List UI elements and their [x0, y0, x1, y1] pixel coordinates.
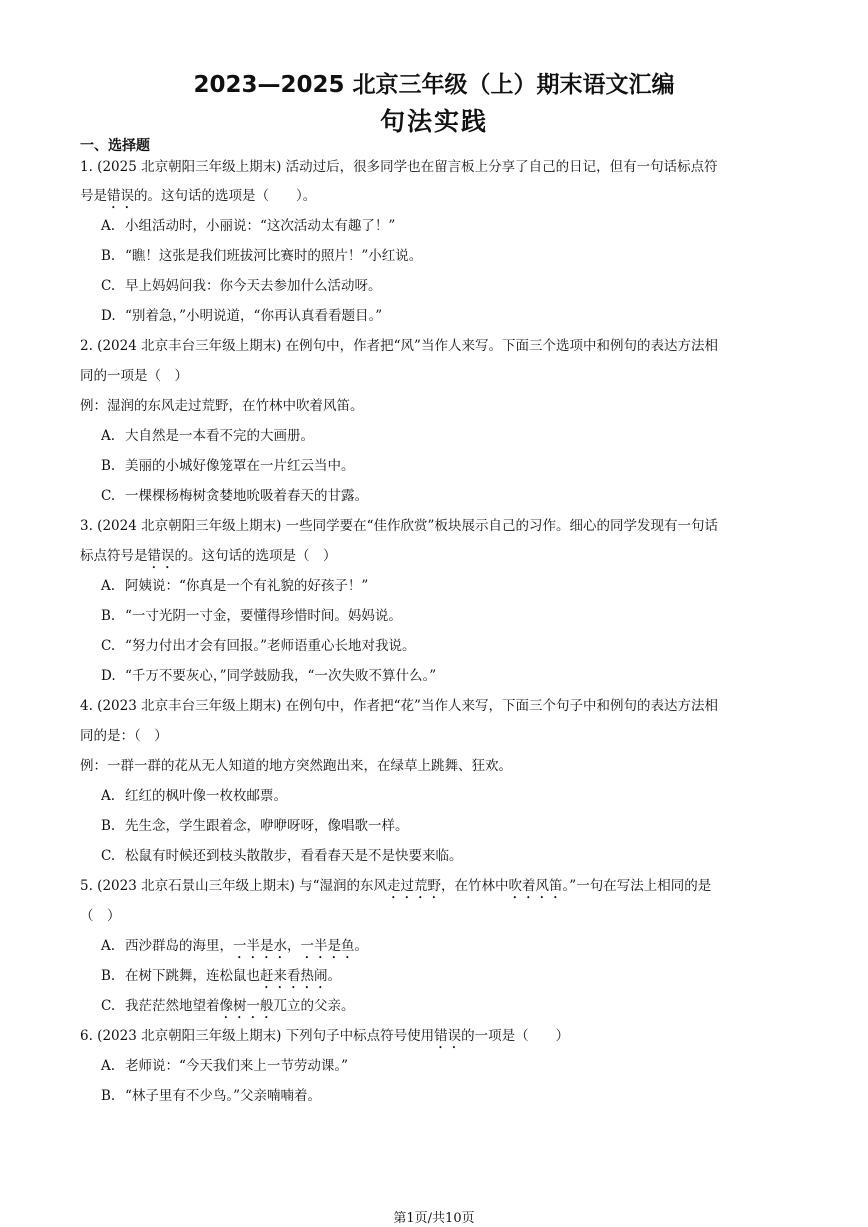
option-letter: A.	[101, 1058, 116, 1074]
text-segment: 大自然是一本看不完的大画册。	[125, 428, 314, 444]
emphasis-text: 吹着风笛	[508, 878, 563, 894]
q2-option-a	[101, 426, 813, 446]
text-segment: 松鼠有时候还到枝头散散步，看看春天是不是快要来临。	[125, 848, 463, 864]
emphasis-text: 错误	[434, 1028, 462, 1044]
text-segment: 号是	[80, 188, 107, 204]
q3-option-a	[101, 576, 813, 596]
text-segment: 的一项是（ ）	[461, 1028, 570, 1044]
q5-option-b	[101, 966, 813, 992]
q2-option-c	[101, 486, 813, 506]
text-segment: “一寸光阴一寸金，要懂得珍惜时间。妈妈说。	[125, 608, 402, 624]
q1-option-a	[101, 216, 813, 236]
question-2-example: 例：湿润的东风走过荒野，在竹林中吹着风笛。	[80, 398, 364, 414]
q1-option-c	[101, 276, 813, 296]
question-1-line-1: 1. (2025 北京朝阳三年级上期末) 活动过后，很多同学也在留言板上分享了自己的日记，但有一句话标点符	[80, 159, 718, 175]
emphasis-text: 错误	[107, 188, 134, 204]
text-segment: 红红的枫叶像一枚枚邮票。	[125, 788, 287, 804]
text-segment: 一棵棵杨梅树贪婪地吮吸着春天的甘露。	[125, 488, 368, 504]
question-6-line-1	[80, 1026, 792, 1052]
text-segment: 6. (2023 北京朝阳三年级上期末) 下列句子中标点符号使用	[80, 1028, 435, 1044]
question-1-line-2	[80, 186, 792, 212]
option-letter: D.	[101, 308, 116, 324]
text-segment: 标点符号是	[80, 548, 148, 564]
section-heading: 一、选择题	[80, 138, 150, 154]
option-letter: B.	[101, 608, 116, 624]
text-segment: 老师说：“今天我们来上一节劳动课。”	[125, 1058, 349, 1074]
text-segment: “千万不要灰心，”同学鼓励我，“一次失败不算什么。”	[125, 668, 437, 684]
option-letter: B.	[101, 248, 116, 264]
text-segment: “林子里有不少鸟。”父亲喃喃着。	[125, 1088, 322, 1104]
question-4-example: 例：一群一群的花从无人知道的地方突然跑出来，在绿草上跳舞、狂欢。	[80, 758, 512, 774]
q4-option-a	[101, 786, 813, 806]
option-letter: A.	[101, 938, 116, 954]
option-letter: B.	[101, 818, 116, 834]
q1-option-d	[101, 306, 813, 326]
q4-option-c	[101, 846, 813, 866]
text-segment: 。”一句在写法上相同的是	[562, 878, 712, 894]
option-letter: C.	[101, 638, 116, 654]
emphasis-text: 赶来看热闹	[260, 968, 328, 984]
page-number: 第1页/共10页	[393, 1211, 475, 1226]
text-segment: 的。这句话的选项是（ ）。	[134, 188, 317, 204]
q5-option-c	[101, 996, 813, 1022]
q3-option-b	[101, 606, 813, 626]
question-5-line-2: （ ）	[80, 908, 121, 924]
option-letter: D.	[101, 668, 116, 684]
emphasis-text: 错误	[147, 548, 175, 564]
emphasis-text: 像树一般	[219, 998, 274, 1014]
text-segment: “瞧！这张是我们班拔河比赛时的照片！”小红说。	[125, 248, 423, 264]
text-segment: 美丽的小城好像笼罩在一片红云当中。	[125, 458, 355, 474]
emphasis-text: 一半是水	[233, 938, 287, 954]
option-letter: B.	[101, 968, 116, 984]
text-segment: 早上妈妈问我：你今天去参加什么活动呀。	[125, 278, 382, 294]
text-segment: 小组活动时，小丽说：“这次活动太有趣了！”	[125, 218, 396, 234]
option-letter: A.	[101, 428, 116, 444]
option-letter: C.	[101, 848, 116, 864]
q3-option-d	[101, 666, 813, 686]
question-2-line-1: 2. (2024 北京丰台三年级上期末) 在例句中，作者把“风”当作人来写。下面三个选项中和例句的表达方法相	[80, 338, 718, 354]
text-segment: “别着急，”小明说道，“你再认真看看题目。”	[125, 308, 383, 324]
text-segment: 。	[327, 968, 341, 984]
emphasis-text: 一半是鱼	[300, 938, 355, 954]
text-segment: 先生念，学生跟着念，咿咿呀呀，像唱歌一样。	[125, 818, 409, 834]
option-letter: B.	[101, 1088, 116, 1104]
text-segment: “努力付出才会有回报。”老师语重心长地对我说。	[125, 638, 416, 654]
text-segment: 。	[354, 938, 368, 954]
text-segment: 西沙群岛的海里，	[125, 938, 233, 954]
text-segment: 5. (2023 北京石景山三年级上期末) 与“湿润的东风	[80, 878, 388, 894]
q4-option-b	[101, 816, 813, 836]
text-segment: 兀立的父亲。	[273, 998, 355, 1014]
question-4-line-2: 同的是：（ ）	[80, 728, 168, 744]
q6-option-a	[101, 1056, 813, 1076]
document-title: 2023—2025 北京三年级（上）期末语文汇编	[193, 72, 675, 98]
document-subtitle: 句法实践	[379, 107, 488, 136]
text-segment: ，	[287, 938, 301, 954]
question-4-line-1: 4. (2023 北京丰台三年级上期末) 在例句中，作者把“花”当作人来写，下面三个句子中和例句的表达方法相	[80, 698, 718, 714]
option-letter: A.	[101, 218, 116, 234]
q2-option-b	[101, 456, 813, 476]
text-segment: 阿姨说：“你真是一个有礼貌的好孩子！”	[125, 578, 369, 594]
option-letter: A.	[101, 578, 116, 594]
q6-option-b	[101, 1086, 813, 1106]
q1-option-b	[101, 246, 813, 266]
text-segment: 的。这句话的选项是（ ）	[174, 548, 337, 564]
option-letter: B.	[101, 458, 116, 474]
option-letter: A.	[101, 788, 116, 804]
option-letter: C.	[101, 488, 116, 504]
q3-option-c	[101, 636, 813, 656]
question-3-line-1: 3. (2024 北京朝阳三年级上期末) 一些同学要在“佳作欣赏”板块展示自己的习作。细心的同学发现有一句话	[80, 518, 718, 534]
q5-option-a	[101, 936, 813, 962]
text-segment: ，在竹林中	[441, 878, 509, 894]
question-3-line-2	[80, 546, 792, 572]
option-letter: C.	[101, 278, 116, 294]
text-segment: 在树下跳舞，连松鼠也	[125, 968, 260, 984]
emphasis-text: 走过荒野	[387, 878, 442, 894]
text-segment: 我茫茫然地望着	[125, 998, 220, 1014]
question-5-line-1	[80, 876, 792, 902]
question-2-line-2: 同的一项是（ ）	[80, 368, 188, 384]
option-letter: C.	[101, 998, 116, 1014]
